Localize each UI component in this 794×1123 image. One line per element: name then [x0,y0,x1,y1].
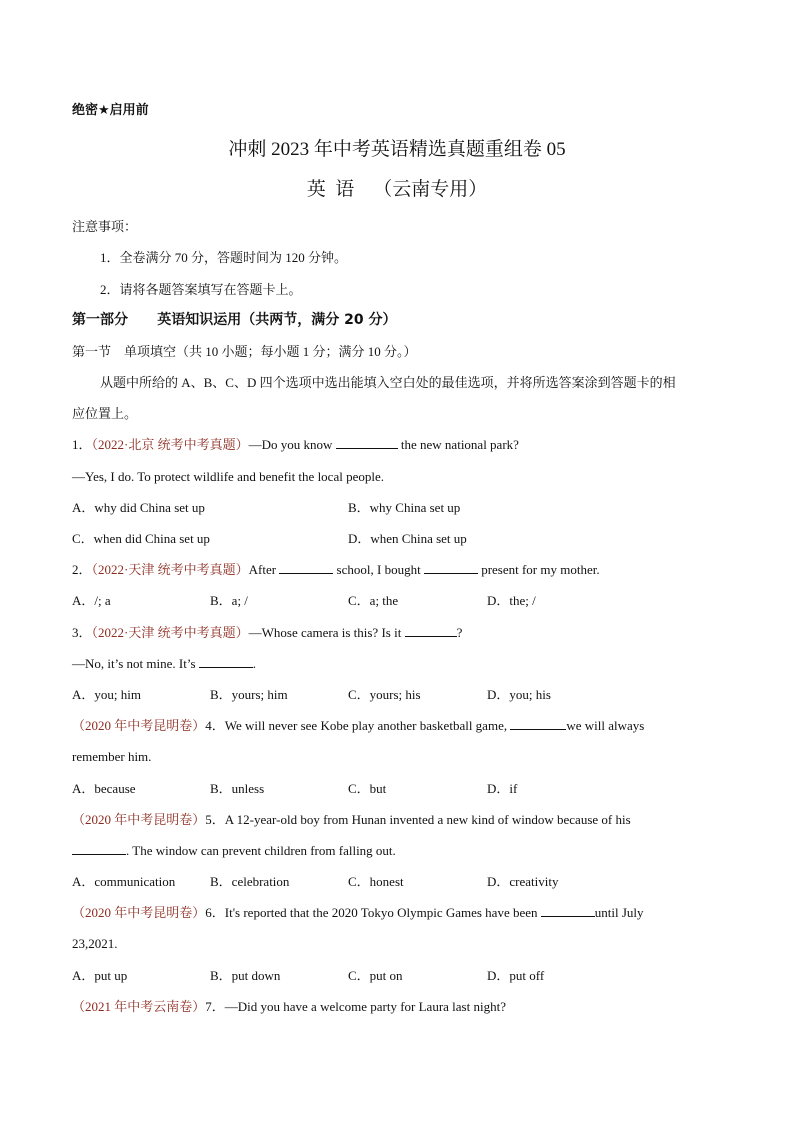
answer-blank [541,904,595,917]
part1-heading: 第一部分 英语知识运用（共两节，满分 20 分） [72,312,397,328]
confidential-label: 绝密★启用前 [72,103,149,118]
option-d: D．when China set up [348,531,467,546]
question-7-stem: （2021 年中考云南卷）7．—Did you have a welcome party for Laura last night? [72,999,506,1014]
question-source: （2022·北京 统考中考真题） [91,437,249,452]
answer-blank [510,717,566,730]
option-c: C．when did China set up [72,531,210,546]
answer-blank [199,655,253,668]
question-number: 1． [72,437,92,452]
question-number: 2． [72,562,92,577]
option-c: C．yours; his [348,687,421,702]
note-item: 2．请将各题答案填写在答题卡上。 [100,282,302,297]
answer-blank [336,436,398,449]
option-a: A．why did China set up [72,500,205,515]
option-d: D．put off [487,968,545,983]
option-b: B．yours; him [210,687,288,702]
question-source: （2022·天津 统考中考真题） [91,562,249,577]
instruction-line: 从题中所给的 A、B、C、D 四个选项中选出能填入空白处的最佳选项，并将所选答案涂到答题卡的相 [100,375,676,390]
option-d: D．you; his [487,687,551,702]
option-a: A．/; a [72,593,111,608]
option-b: B．a; / [210,593,248,608]
question-4-line2: remember him. [72,749,152,764]
question-1-line2: —Yes, I do. To protect wildlife and benefit the local people. [72,469,384,484]
option-a: A．you; him [72,687,141,702]
option-c: C．honest [348,874,404,889]
question-3-line2: —No, it’s not mine. It’s . [72,656,256,671]
question-1-stem: 1．（2022·北京 统考中考真题）—Do you know the new national park? [72,437,519,452]
option-b: B．celebration [210,874,290,889]
question-source: （2020 年中考昆明卷） [72,718,206,733]
option-b: B．why China set up [348,500,461,515]
note-item: 1．全卷满分 70 分，答题时间为 120 分钟。 [100,250,348,265]
answer-blank [72,842,126,855]
option-a: A．communication [72,874,176,889]
option-a: A．put up [72,968,128,983]
option-c: C．a; the [348,593,399,608]
option-b: B．unless [210,781,265,796]
question-5-line2: . The window can prevent children from falling out. [72,842,396,860]
question-source: （2021 年中考云南卷） [72,999,206,1014]
question-6-stem: （2020 年中考昆明卷）6．It's reported that the 2020 Tokyo Olympic Games have been until July [72,905,644,920]
notes-heading: 注意事项： [72,219,138,234]
question-6-line2: 23,2021. [72,936,118,951]
question-3-stem: 3．（2022·天津 统考中考真题）—Whose camera is this? Is it ? [72,625,463,640]
option-a: A．because [72,781,136,796]
question-number: 3． [72,625,92,640]
question-source: （2020 年中考昆明卷） [72,812,206,827]
question-source: （2022·天津 统考中考真题） [91,625,249,640]
question-source: （2020 年中考昆明卷） [72,905,206,920]
instruction-line: 应位置上。 [72,406,138,421]
option-c: C．but [348,781,387,796]
exam-title: 冲刺 2023 年中考英语精选真题重组卷 05 [228,139,566,160]
answer-blank [279,561,333,574]
question-5-stem: （2020 年中考昆明卷）5．A 12-year-old boy from Hunan invented a new kind of window because of his [72,812,631,827]
section1-heading: 第一节 单项填空（共 10 小题；每小题 1 分；满分 10 分。） [72,344,417,359]
option-d: D．the; / [487,593,536,608]
answer-blank [405,624,457,637]
question-2-stem: 2．（2022·天津 统考中考真题）After school, I bought present for my mother. [72,562,600,577]
exam-subtitle: 英 语 （云南专用） [306,179,488,200]
question-4-stem: （2020 年中考昆明卷）4．We will never see Kobe play another basketball game, we will always [72,718,645,733]
option-c: C．put on [348,968,403,983]
option-d: D．if [487,781,518,796]
option-d: D．creativity [487,874,559,889]
answer-blank [424,561,478,574]
option-b: B．put down [210,968,281,983]
